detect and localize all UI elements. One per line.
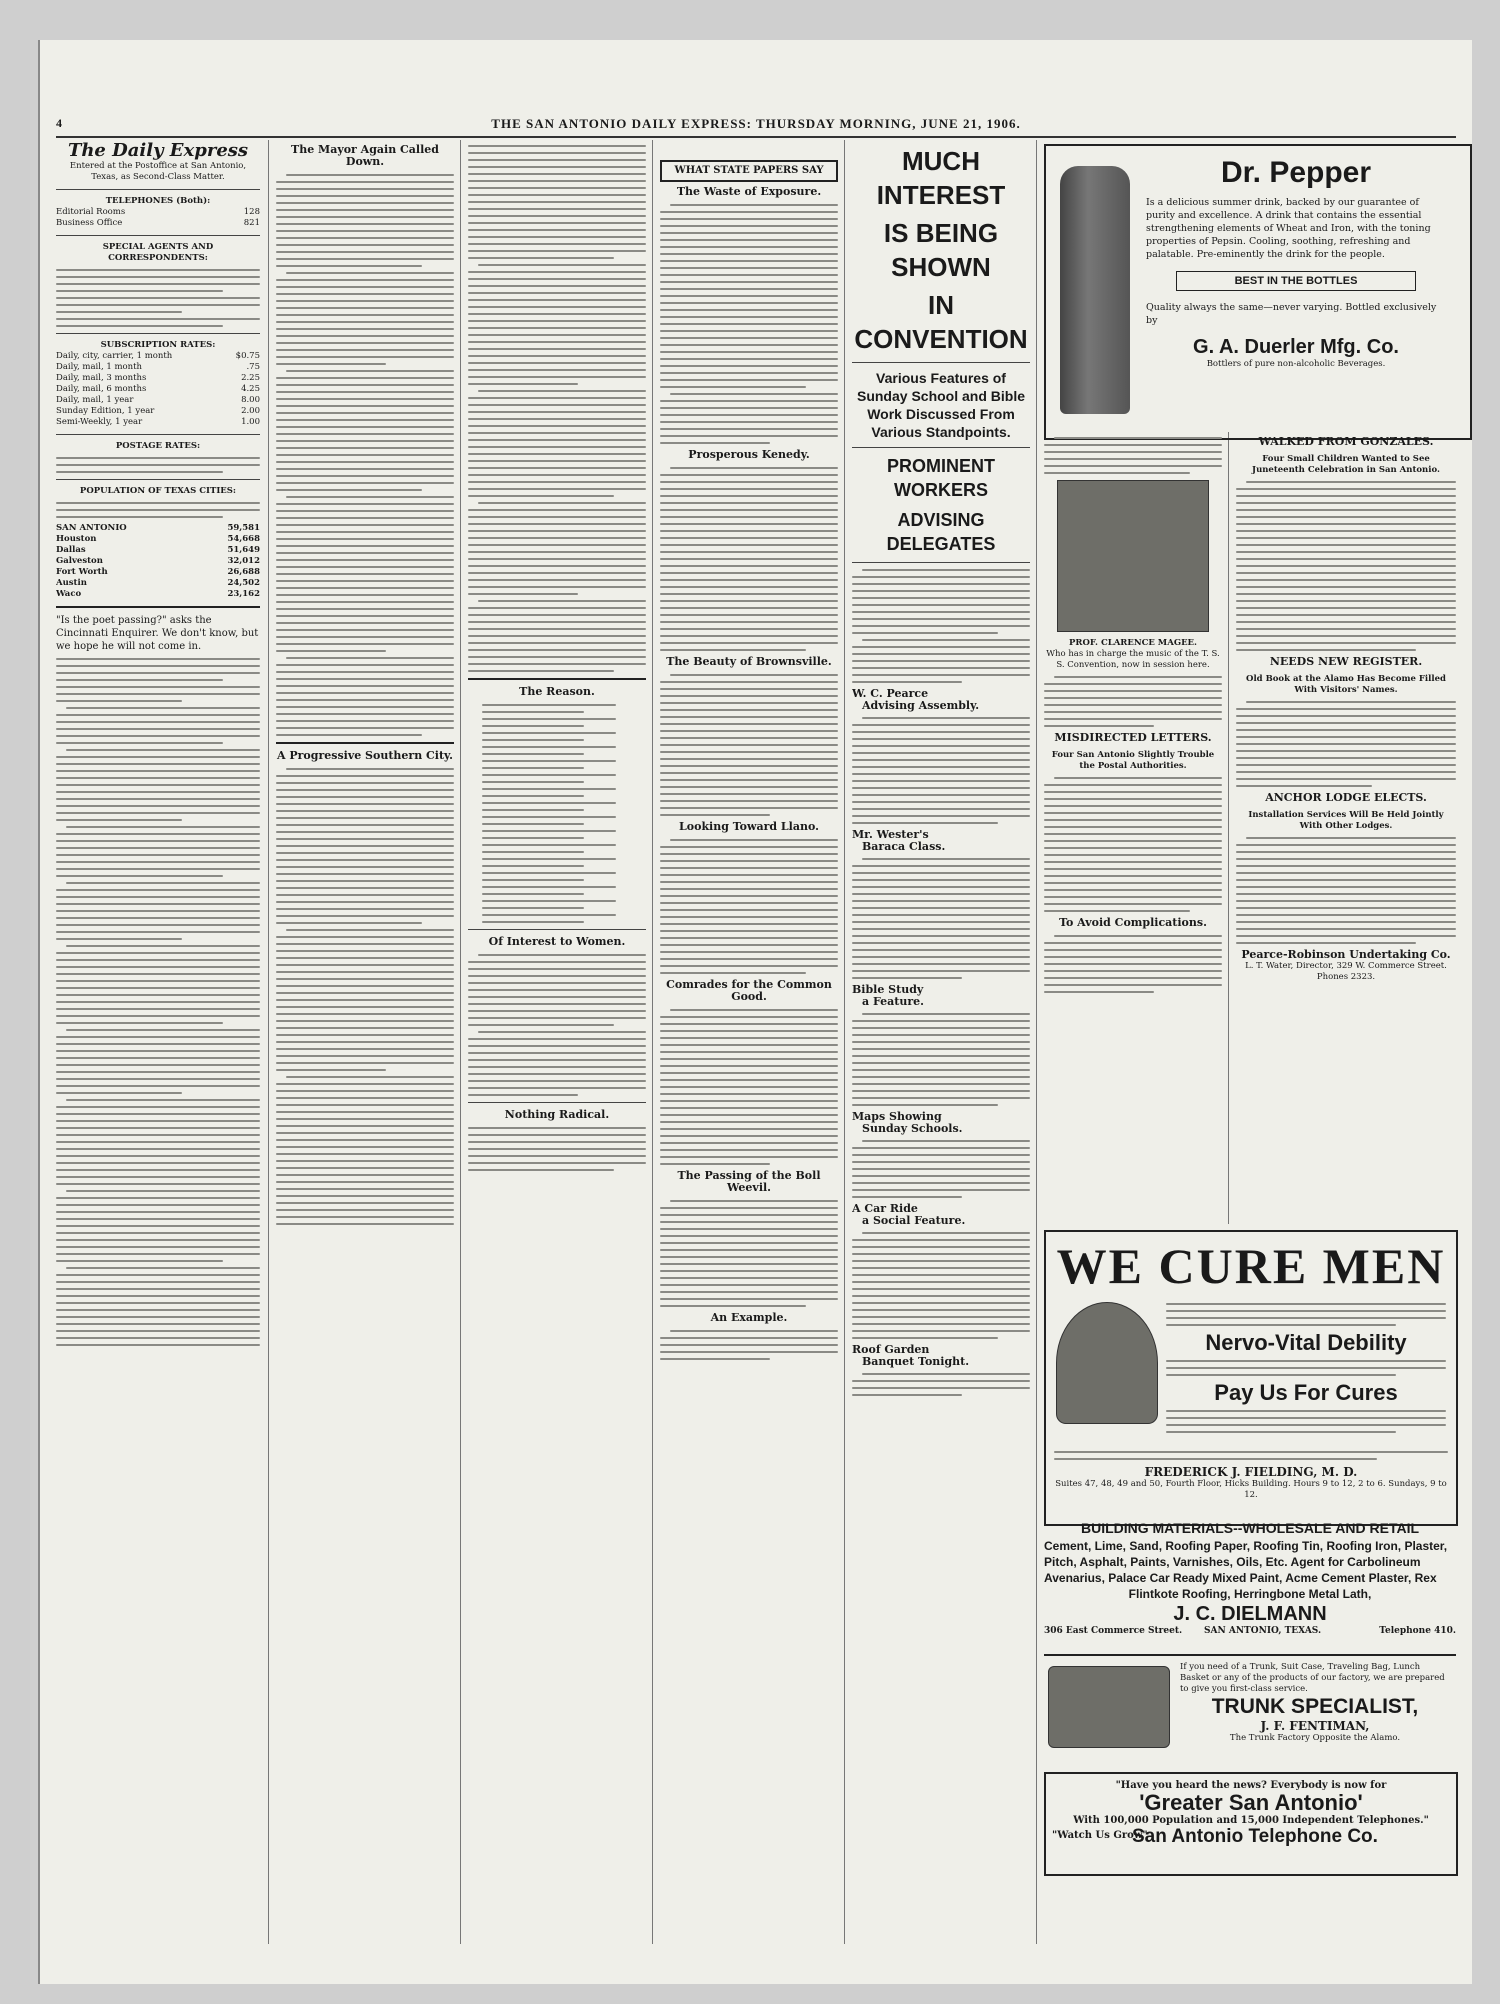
telephone-watch: "Watch Us Grow" xyxy=(1052,1830,1148,1841)
headline-kenedy: Prosperous Kenedy. xyxy=(688,448,810,461)
deck-misdirected: Four San Antonio Slightly Trouble the Postal Authorities. xyxy=(1051,750,1215,771)
doctor-name: FREDERICK J. FIELDING, M. D. xyxy=(1144,1465,1358,1479)
subscription-table: Daily, city, carrier, 1 month $0.75 Daily, mail, 1 month .75 Daily, mail, 3 months 2.25 Daily, mail, 6 months 4.25 Daily, mail, 1 year 8.00 Sunday Edition, 1 year 2.00 Semi-Weekly, 1 year 1.00 xyxy=(56,351,260,427)
sub-maps: Maps Showing xyxy=(852,1110,942,1123)
undertaking-line: L. T. Water, Director, 329 W. Commerce Street. Phones 2323. xyxy=(1245,961,1447,982)
headline-women: Of Interest to Women. xyxy=(488,935,626,948)
column-convention: MUCH INTEREST IS BEING SHOWN IN CONVENTION Various Features of Sunday School and Bible Work Discussed From Various Standpoints. PROMINENT WORKERS ADVISING DELEGATES W. C. Pearce Advising Assembly. Mr. Wester's Baraca Class. Bible Study a Feature. Maps Showing Sunday Schools. A Car Ride a Social Feature. Roof Garden Banquet Tonight. xyxy=(852,140,1030,1944)
bottle-illustration xyxy=(1060,166,1130,414)
column-three xyxy=(468,140,646,1944)
headline-gonzales: WALKED FROM GONZALES. xyxy=(1258,435,1434,448)
headline-mayor: The Mayor Again Called Down. xyxy=(291,143,439,168)
pay-for-cures: Pay Us For Cures xyxy=(1214,1380,1398,1405)
masthead-title: THE SAN ANTONIO DAILY EXPRESS: THURSDAY MORNING, JUNE 21, 1906. xyxy=(491,116,1021,131)
telephone-company: San Antonio Telephone Co. xyxy=(1132,1826,1378,1847)
paper-logo: The Daily Express xyxy=(67,140,249,161)
photo-caption: PROF. CLARENCE MAGEE. xyxy=(1069,638,1197,648)
dr-pepper-bottles: BEST IN THE BOTTLES xyxy=(1176,271,1416,291)
headline-nothing-radical: Nothing Radical. xyxy=(504,1108,610,1121)
building-firm: J. C. DIELMANN xyxy=(1173,1603,1327,1625)
headline-anchor-lodge: ANCHOR LODGE ELECTS. xyxy=(1265,791,1427,804)
workers-headline-line2: ADVISING DELEGATES xyxy=(886,510,996,554)
column-editorial-info xyxy=(56,140,260,1944)
poem-the-reason xyxy=(482,704,646,923)
headline-comrades: Comrades for the Common Good. xyxy=(666,978,832,1003)
column-seven xyxy=(1236,432,1456,1224)
convention-headline-line1: MUCH INTEREST xyxy=(876,146,1006,210)
dr-pepper-maker-sub: Bottlers of pure non-alcoholic Beverages. xyxy=(1206,359,1386,369)
headline-waste: The Waste of Exposure. xyxy=(676,185,822,198)
postage-heading: POSTAGE RATES: xyxy=(115,441,201,451)
column-mayor xyxy=(276,140,454,1944)
editorial-text xyxy=(56,658,260,1346)
trunk-sub: The Trunk Factory Opposite the Alamo. xyxy=(1229,1733,1401,1743)
sub-car-ride: A Car Ride xyxy=(852,1202,918,1215)
convention-deck: Various Features of Sunday School and Bible Work Discussed From Various Standpoints. xyxy=(856,370,1026,440)
article-southern-city-text xyxy=(276,768,454,1225)
deck-gonzales: Four Small Children Wanted to See Juneteenth Celebration in San Antonio. xyxy=(1252,454,1440,475)
doctor-portrait xyxy=(1056,1302,1158,1424)
sub-pearce: W. C. Pearce xyxy=(852,687,929,700)
column-rule xyxy=(268,140,269,1944)
headline-brownsville: The Beauty of Brownsville. xyxy=(666,655,832,668)
article-women-text xyxy=(468,954,646,1096)
telephone-title: 'Greater San Antonio' xyxy=(1139,1790,1363,1815)
deck-register: Old Book at the Alamo Has Become Filled With Visitors' Names. xyxy=(1246,674,1446,695)
trunk-title: TRUNK SPECIALIST, xyxy=(1211,1695,1419,1718)
column-rule xyxy=(1228,432,1229,1224)
headline-llano: Looking Toward Llano. xyxy=(679,820,819,833)
population-table: SAN ANTONIO 59,581 Houston 54,668 Dallas 51,649 Galveston 32,012 Fort Worth 26,688 Austin 24,502 Waco 23,162 xyxy=(56,523,260,599)
ad-building-materials: BUILDING MATERIALS--WHOLESALE AND RETAIL Cement, Lime, Sand, Roofing Paper, Roofing Tin, Roofing Iron, Plaster, Pitch, Asphalt, Paints, Varnishes, Oils, Etc. Agent for Carbolineum Avenarius, Palace Car Ready Mixed Paint, Acme Cement Plaster, Rex Flintkote Roofing, Herringbone Metal Lath, J. C. DIELMANN 306 East Commerce Street. SAN ANTONIO, TEXAS. Telephone 410. xyxy=(1044,1520,1456,1636)
population-heading: POPULATION OF TEXAS CITIES: xyxy=(79,486,237,496)
headline-boll-weevil: The Passing of the Boll Weevil. xyxy=(677,1169,821,1194)
telephone-line: With 100,000 Population and 15,000 Independent Telephones." xyxy=(1073,1815,1429,1826)
headline-example: An Example. xyxy=(710,1311,788,1324)
dr-pepper-quality: Quality always the same—never varying. Bottled exclusively by xyxy=(1146,302,1437,326)
telephones-table: Editorial Rooms 128 Business Office 821 xyxy=(56,207,260,228)
headline-the-reason: The Reason. xyxy=(519,685,595,698)
ad-telephone xyxy=(1044,1772,1458,1876)
convention-headline-line2: IS BEING SHOWN xyxy=(883,218,999,282)
newspaper-page xyxy=(38,40,1472,1984)
telephones-heading: TELEPHONES (Both): xyxy=(105,196,211,206)
state-papers-banner: WHAT STATE PAPERS SAY xyxy=(660,160,838,182)
convention-headline-line3: IN CONVENTION xyxy=(854,290,1028,354)
headline-southern-city: A Progressive Southern City. xyxy=(277,749,453,762)
nervo-vital: Nervo-Vital Debility xyxy=(1205,1330,1407,1355)
deck-anchor-lodge: Installation Services Will Be Held Jointly With Other Lodges. xyxy=(1248,810,1444,831)
doctor-address: Suites 47, 48, 49 and 50, Fourth Floor, Hicks Building. Hours 9 to 12, 2 to 6. Sundays, 9 to 12. xyxy=(1055,1479,1447,1500)
telephone-intro: "Have you heard the news? Everybody is now for xyxy=(1115,1780,1387,1791)
headline-register: NEEDS NEW REGISTER. xyxy=(1269,655,1423,668)
article-mayor-text xyxy=(276,174,454,736)
we-cure-title: WE CURE MEN xyxy=(1056,1238,1446,1294)
column-six xyxy=(1044,432,1222,1224)
column-rule xyxy=(460,140,461,1944)
photo-text: Who has in charge the music of the T. S. S. Convention, now in session here. xyxy=(1046,649,1220,670)
ad-trunk xyxy=(1044,1654,1456,1768)
dr-pepper-maker: G. A. Duerler Mfg. Co. xyxy=(1193,336,1399,358)
entered-notice: Entered at the Postoffice at San Antonio, Texas, as Second-Class Matter. xyxy=(69,161,247,182)
page-number: 4 xyxy=(56,116,63,130)
dr-pepper-title: Dr. Pepper xyxy=(1220,156,1372,189)
sub-roof-garden: Roof Garden xyxy=(852,1343,930,1356)
subscription-heading: SUBSCRIPTION RATES: xyxy=(100,340,216,350)
article-continued-text xyxy=(468,145,646,672)
column-state-papers xyxy=(660,140,838,1944)
building-title: BUILDING MATERIALS--WHOLESALE AND RETAIL xyxy=(1080,1520,1420,1536)
portrait-clarence-magee xyxy=(1057,480,1209,632)
sub-bible-study: Bible Study xyxy=(852,983,924,996)
headline-complications: To Avoid Complications. xyxy=(1059,916,1207,929)
article-radical-text xyxy=(468,1127,646,1171)
headline-misdirected: MISDIRECTED LETTERS. xyxy=(1054,731,1212,744)
sub-wester: Mr. Wester's xyxy=(852,828,929,841)
page-masthead xyxy=(56,112,1456,138)
trunk-intro: If you need of a Trunk, Suit Case, Traveling Bag, Lunch Basket or any of the products of our factory, we are prepared to give you first-class service. xyxy=(1180,1662,1445,1694)
agents-heading: SPECIAL AGENTS AND CORRESPONDENTS: xyxy=(102,242,214,263)
column-rule xyxy=(1036,140,1037,1944)
dr-pepper-text: Is a delicious summer drink, backed by our guarantee of purity and excellence. A drink that contains the essential strengthening elements of Wheat and Iron, with the toning properties of Pepsin. Cooling, soothing, refreshing and palatable. Pre-eminently the drink for the people. xyxy=(1146,197,1431,260)
column-rule xyxy=(844,140,845,1944)
undertaking-name: Pearce-Robinson Undertaking Co. xyxy=(1241,948,1451,961)
ad-dr-pepper xyxy=(1044,144,1472,440)
column-rule xyxy=(652,140,653,1944)
workers-headline-line1: PROMINENT WORKERS xyxy=(887,456,995,500)
trunk-name: J. F. FENTIMAN, xyxy=(1260,1719,1370,1733)
poet-paragraph: "Is the poet passing?" asks the Cincinnati Enquirer. We don't know, but we hope he will not come in. xyxy=(56,615,259,652)
trunk-illustration xyxy=(1048,1666,1170,1748)
ad-we-cure-men xyxy=(1044,1230,1458,1526)
